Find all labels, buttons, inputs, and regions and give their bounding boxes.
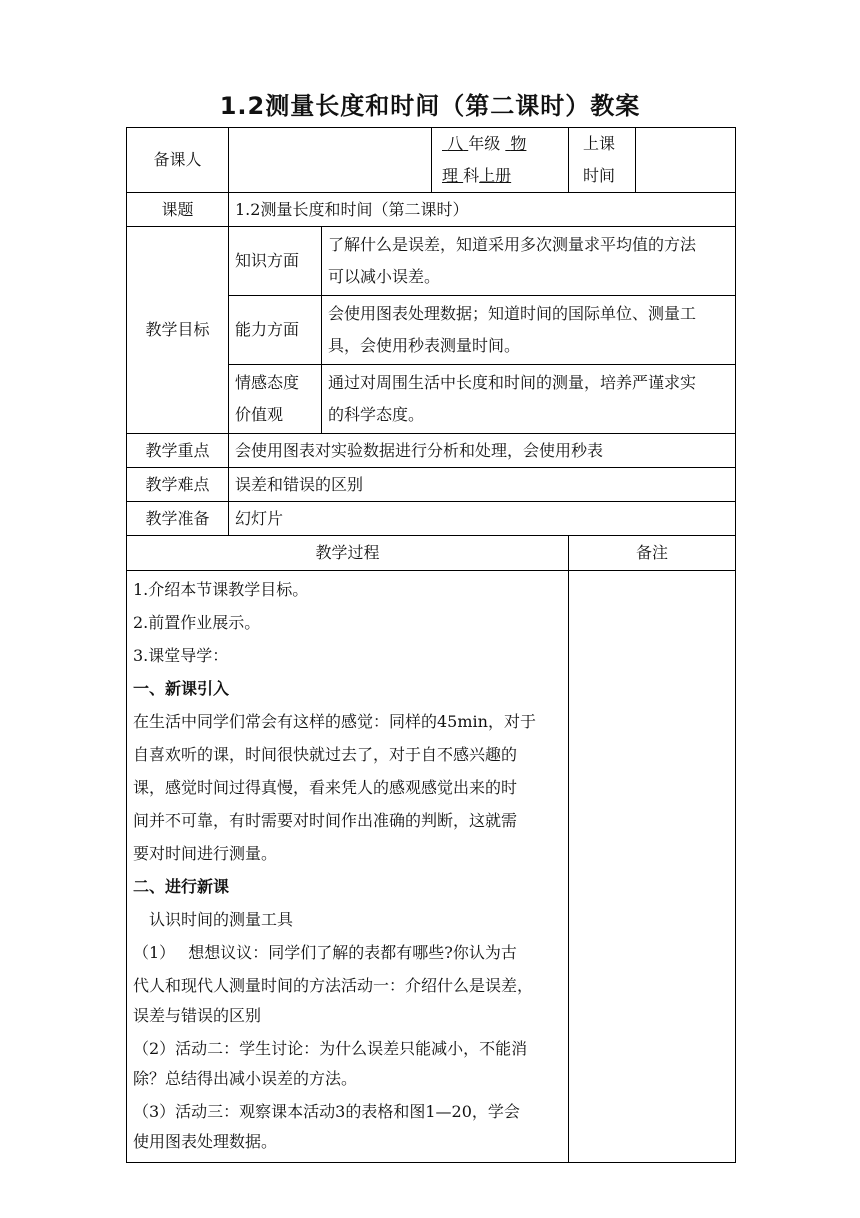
process-line: 除？总结得出减小误差的方法。 — [133, 1069, 358, 1088]
process-line: （2）活动二：学生讨论：为什么误差只能减小，不能消 — [133, 1039, 528, 1058]
process-header: 教学过程 — [127, 536, 569, 571]
volume-value: 上册 — [479, 166, 512, 185]
key-points-value: 会使用图表对实验数据进行分析和处理，会使用秒表 — [229, 434, 736, 468]
topic-value: 1.2测量长度和时间（第二课时） — [229, 193, 736, 227]
notes-content — [569, 571, 736, 1163]
grade-suffix: 年级 — [468, 134, 501, 153]
process-line: （3）活动三：观察课本活动3的表格和图1—20，学会 — [133, 1102, 520, 1121]
process-line: 代人和现代人测量时间的方法活动一：介绍什么是误差， — [133, 976, 534, 995]
process-line: 认识时间的测量工具 — [149, 910, 294, 929]
row-materials — [127, 502, 736, 536]
process-content — [127, 571, 569, 1163]
row-process-body — [127, 571, 736, 1163]
goal-text-knowledge: 了解什么是误差，知道采用多次测量求平均值的方法 可以减小误差。 — [322, 227, 736, 296]
goal-text-attitude: 通过对周围生活中长度和时间的测量，培养严谨求实 的科学态度。 — [322, 365, 736, 434]
topic-label: 课题 — [127, 193, 229, 227]
notes-header: 备注 — [569, 536, 736, 571]
goal-category-ability: 能力方面 — [229, 296, 322, 365]
goals-label: 教学目标 — [127, 227, 229, 434]
lesson-plan-table — [126, 127, 736, 1163]
process-line: 课，感觉时间过得真慢，看来凭人的感观感觉出来的时 — [133, 778, 518, 797]
process-line: 自喜欢听的课，时间很快就过去了，对于自不感兴趣的 — [133, 745, 518, 764]
row-difficulties — [127, 468, 736, 502]
subject-suffix: 科 — [463, 166, 480, 185]
row-key-points — [127, 434, 736, 468]
difficulties-label: 教学难点 — [127, 468, 229, 502]
preparer-label: 备课人 — [127, 128, 229, 193]
process-line: 使用图表处理数据。 — [133, 1132, 278, 1151]
process-line: 在生活中同学们常会有这样的感觉：同样的45min，对于 — [133, 712, 536, 731]
page-title: 1.2测量长度和时间（第二课时）教案 — [219, 92, 641, 120]
process-line: 3.课堂导学： — [133, 646, 229, 665]
row-process-header — [127, 536, 736, 571]
subject-value: 物理 — [442, 134, 527, 185]
materials-label: 教学准备 — [127, 502, 229, 536]
difficulties-value: 误差和错误的区别 — [229, 468, 736, 502]
row-preparer — [127, 128, 736, 193]
row-goal-knowledge — [127, 227, 736, 296]
section-heading: 一、新课引入 — [133, 679, 230, 698]
section-heading: 二、进行新课 — [133, 877, 230, 896]
class-time-label: 上课时间 — [569, 128, 636, 193]
grade-subject-cell — [432, 128, 569, 193]
process-line: 2.前置作业展示。 — [133, 613, 261, 632]
goal-category-attitude: 情感态度 价值观 — [229, 365, 322, 434]
key-points-label: 教学重点 — [127, 434, 229, 468]
goal-text-ability: 会使用图表处理数据；知道时间的国际单位、测量工 具，会使用秒表测量时间。 — [322, 296, 736, 365]
process-line: （1） 想想议议：同学们了解的表都有哪些?你认为古 — [133, 943, 517, 962]
materials-value: 幻灯片 — [229, 502, 736, 536]
preparer-value — [229, 128, 432, 193]
row-topic — [127, 193, 736, 227]
grade-value: 八 — [447, 134, 464, 153]
goal-category-knowledge: 知识方面 — [229, 227, 322, 296]
process-line: 误差与错误的区别 — [133, 1006, 262, 1025]
process-line: 间并不可靠，有时需要对时间作出准确的判断，这就需 — [133, 811, 518, 830]
process-line: 1.介绍本节课教学目标。 — [133, 580, 309, 599]
class-time-value — [636, 128, 736, 193]
process-line: 要对时间进行测量。 — [133, 844, 278, 863]
